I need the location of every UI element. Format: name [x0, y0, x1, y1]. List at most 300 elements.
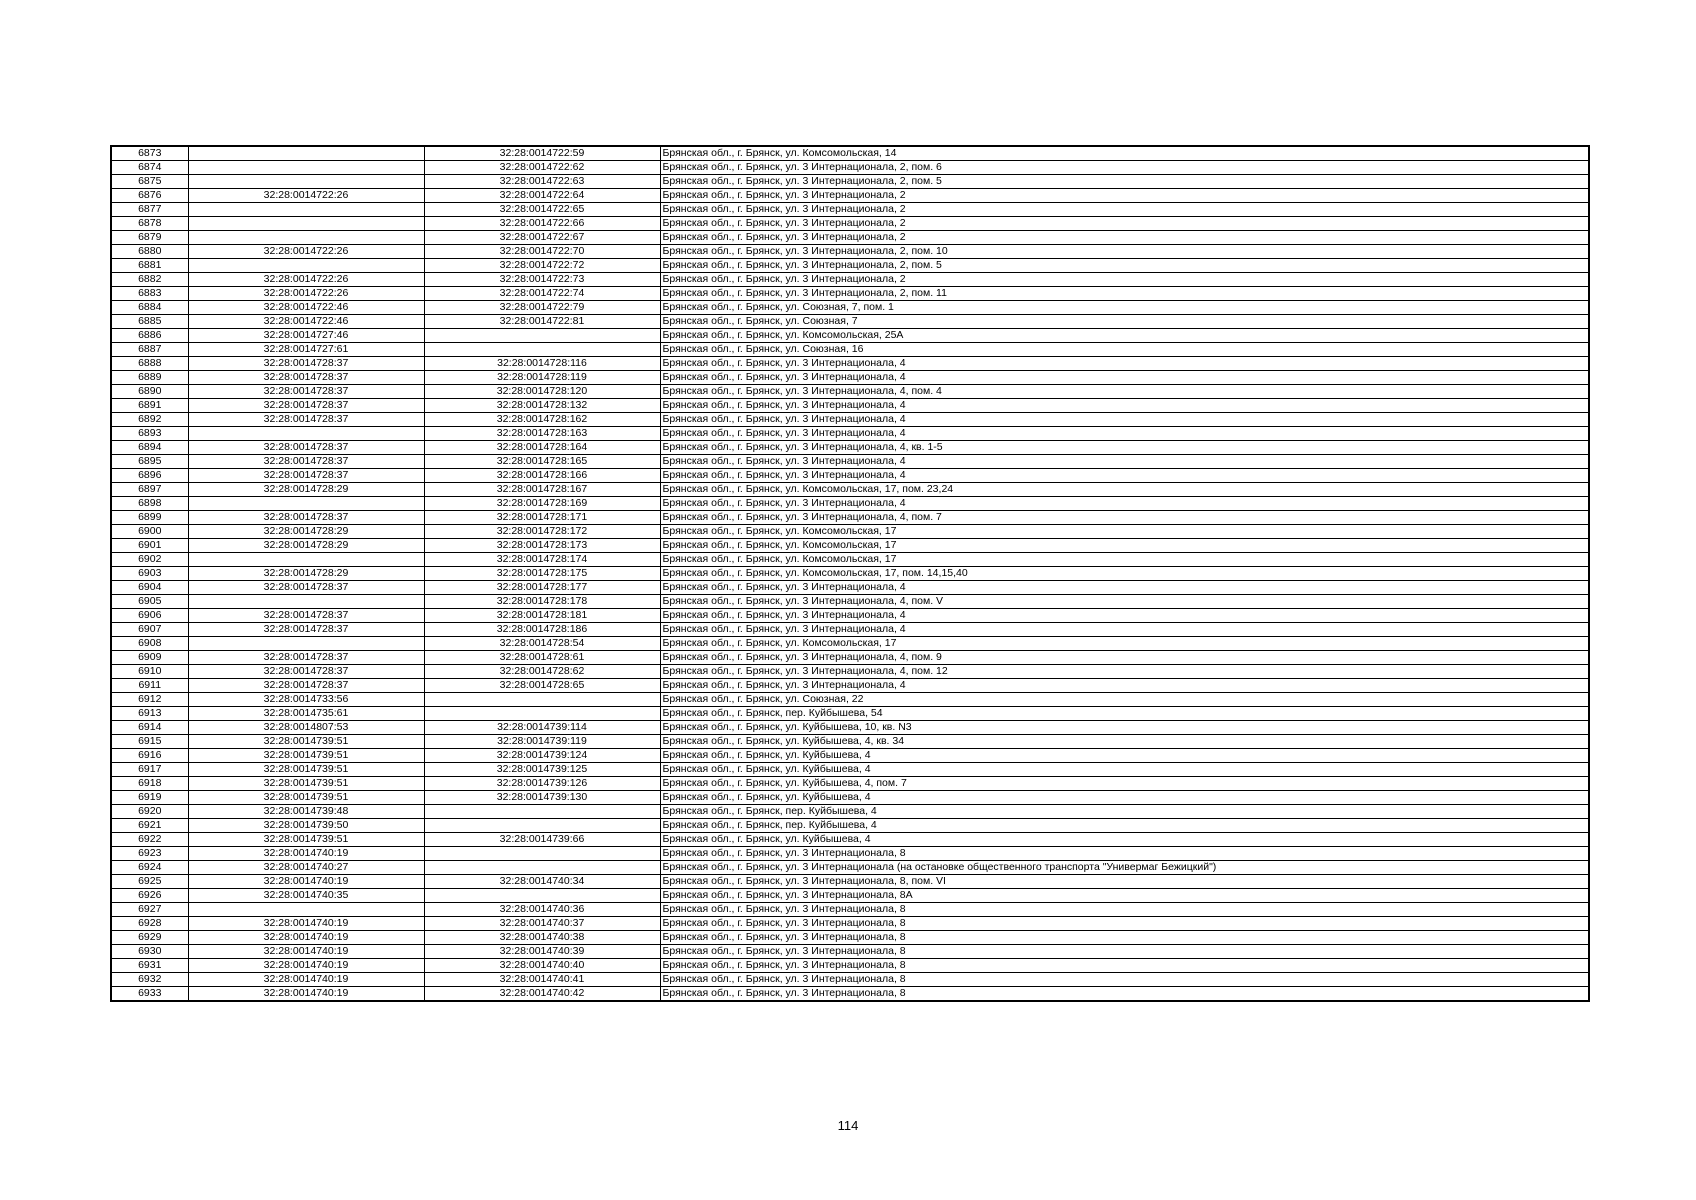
object-cadastral-number-cell: 32:28:0014740:36 — [424, 903, 660, 917]
row-number-cell: 6882 — [111, 273, 188, 287]
table-row — [111, 273, 1589, 287]
object-cadastral-number-cell: 32:28:0014728:178 — [424, 595, 660, 609]
table-row — [111, 539, 1589, 553]
table-row — [111, 189, 1589, 203]
table-row — [111, 525, 1589, 539]
object-cadastral-number-cell: 32:28:0014728:62 — [424, 665, 660, 679]
table-row — [111, 847, 1589, 861]
table-row — [111, 441, 1589, 455]
row-number-cell: 6900 — [111, 525, 188, 539]
table-row — [111, 581, 1589, 595]
row-number-cell: 6875 — [111, 175, 188, 189]
object-cadastral-number-cell: 32:28:0014728:165 — [424, 455, 660, 469]
row-number-cell: 6886 — [111, 329, 188, 343]
row-number-cell: 6903 — [111, 567, 188, 581]
object-cadastral-number-cell — [424, 889, 660, 903]
row-number-cell: 6879 — [111, 231, 188, 245]
object-cadastral-number-cell: 32:28:0014728:181 — [424, 609, 660, 623]
address-cell: Брянская обл., г. Брянск, ул. 3 Интернационала, 8 — [660, 987, 1589, 1002]
table-row — [111, 819, 1589, 833]
table-row — [111, 175, 1589, 189]
object-cadastral-number-cell: 32:28:0014722:65 — [424, 203, 660, 217]
land-cadastral-number-cell: 32:28:0014739:51 — [188, 749, 424, 763]
object-cadastral-number-cell: 32:28:0014739:66 — [424, 833, 660, 847]
address-cell: Брянская обл., г. Брянск, ул. 3 Интернационала, 8 — [660, 959, 1589, 973]
object-cadastral-number-cell: 32:28:0014728:132 — [424, 399, 660, 413]
object-cadastral-number-cell: 32:28:0014722:72 — [424, 259, 660, 273]
address-cell: Брянская обл., г. Брянск, ул. 3 Интернационала, 2, пом. 5 — [660, 175, 1589, 189]
object-cadastral-number-cell: 32:28:0014728:164 — [424, 441, 660, 455]
row-number-cell: 6899 — [111, 511, 188, 525]
table-row — [111, 455, 1589, 469]
row-number-cell: 6917 — [111, 763, 188, 777]
row-number-cell: 6873 — [111, 146, 188, 161]
address-cell: Брянская обл., г. Брянск, ул. 3 Интернационала, 8 — [660, 973, 1589, 987]
address-cell: Брянская обл., г. Брянск, ул. 3 Интернационала, 2, пом. 6 — [660, 161, 1589, 175]
row-number-cell: 6918 — [111, 777, 188, 791]
table-row — [111, 749, 1589, 763]
land-cadastral-number-cell: 32:28:0014727:46 — [188, 329, 424, 343]
table-row — [111, 413, 1589, 427]
table-row — [111, 217, 1589, 231]
address-cell: Брянская обл., г. Брянск, ул. 3 Интернационала, 8 — [660, 903, 1589, 917]
address-cell: Брянская обл., г. Брянск, ул. 3 Интернационала, 4 — [660, 679, 1589, 693]
land-cadastral-number-cell: 32:28:0014739:51 — [188, 763, 424, 777]
table-row — [111, 329, 1589, 343]
object-cadastral-number-cell: 32:28:0014728:186 — [424, 623, 660, 637]
land-cadastral-number-cell: 32:28:0014728:37 — [188, 385, 424, 399]
table-row — [111, 497, 1589, 511]
table-row — [111, 903, 1589, 917]
address-cell: Брянская обл., г. Брянск, пер. Куйбышева, 54 — [660, 707, 1589, 721]
table-row — [111, 567, 1589, 581]
land-cadastral-number-cell — [188, 637, 424, 651]
address-cell: Брянская обл., г. Брянск, ул. 3 Интернационала, 4 — [660, 399, 1589, 413]
object-cadastral-number-cell — [424, 847, 660, 861]
row-number-cell: 6925 — [111, 875, 188, 889]
address-cell: Брянская обл., г. Брянск, ул. 3 Интернационала (на остановке общественного транспорта "Универмаг Бежицкий") — [660, 861, 1589, 875]
object-cadastral-number-cell — [424, 861, 660, 875]
table-row — [111, 371, 1589, 385]
land-cadastral-number-cell: 32:28:0014722:26 — [188, 273, 424, 287]
object-cadastral-number-cell: 32:28:0014728:171 — [424, 511, 660, 525]
land-cadastral-number-cell: 32:28:0014739:51 — [188, 791, 424, 805]
address-cell: Брянская обл., г. Брянск, ул. Комсомольская, 17, пом. 23,24 — [660, 483, 1589, 497]
row-number-cell: 6885 — [111, 315, 188, 329]
row-number-cell: 6897 — [111, 483, 188, 497]
address-cell: Брянская обл., г. Брянск, пер. Куйбышева, 4 — [660, 805, 1589, 819]
table-row — [111, 469, 1589, 483]
row-number-cell: 6901 — [111, 539, 188, 553]
table-row — [111, 973, 1589, 987]
address-cell: Брянская обл., г. Брянск, ул. 3 Интернационала, 8А — [660, 889, 1589, 903]
row-number-cell: 6887 — [111, 343, 188, 357]
land-cadastral-number-cell: 32:28:0014740:35 — [188, 889, 424, 903]
object-cadastral-number-cell: 32:28:0014728:169 — [424, 497, 660, 511]
object-cadastral-number-cell: 32:28:0014722:62 — [424, 161, 660, 175]
address-cell: Брянская обл., г. Брянск, пер. Куйбышева, 4 — [660, 819, 1589, 833]
address-cell: Брянская обл., г. Брянск, ул. 3 Интернационала, 4 — [660, 497, 1589, 511]
address-cell: Брянская обл., г. Брянск, ул. Куйбышева, 4, пом. 7 — [660, 777, 1589, 791]
row-number-cell: 6919 — [111, 791, 188, 805]
land-cadastral-number-cell: 32:28:0014728:29 — [188, 483, 424, 497]
land-cadastral-number-cell: 32:28:0014735:61 — [188, 707, 424, 721]
land-cadastral-number-cell: 32:28:0014722:26 — [188, 287, 424, 301]
row-number-cell: 6898 — [111, 497, 188, 511]
table-row — [111, 945, 1589, 959]
land-cadastral-number-cell: 32:28:0014728:37 — [188, 455, 424, 469]
address-cell: Брянская обл., г. Брянск, ул. 3 Интернационала, 8 — [660, 931, 1589, 945]
land-cadastral-number-cell: 32:28:0014728:37 — [188, 581, 424, 595]
address-cell: Брянская обл., г. Брянск, ул. 3 Интернационала, 4 — [660, 357, 1589, 371]
land-cadastral-number-cell — [188, 903, 424, 917]
object-cadastral-number-cell: 32:28:0014728:65 — [424, 679, 660, 693]
table-row — [111, 161, 1589, 175]
row-number-cell: 6884 — [111, 301, 188, 315]
table-row — [111, 763, 1589, 777]
row-number-cell: 6902 — [111, 553, 188, 567]
address-cell: Брянская обл., г. Брянск, ул. 3 Интернационала, 4 — [660, 455, 1589, 469]
registry-table-body — [111, 146, 1589, 1001]
object-cadastral-number-cell: 32:28:0014722:67 — [424, 231, 660, 245]
object-cadastral-number-cell: 32:28:0014739:126 — [424, 777, 660, 791]
address-cell: Брянская обл., г. Брянск, ул. 3 Интернационала, 4, пом. 7 — [660, 511, 1589, 525]
object-cadastral-number-cell: 32:28:0014739:125 — [424, 763, 660, 777]
table-row — [111, 203, 1589, 217]
object-cadastral-number-cell: 32:28:0014722:74 — [424, 287, 660, 301]
land-cadastral-number-cell: 32:28:0014728:37 — [188, 441, 424, 455]
address-cell: Брянская обл., г. Брянск, ул. 3 Интернационала, 4 — [660, 609, 1589, 623]
object-cadastral-number-cell: 32:28:0014728:163 — [424, 427, 660, 441]
table-row — [111, 665, 1589, 679]
land-cadastral-number-cell: 32:28:0014740:19 — [188, 959, 424, 973]
address-cell: Брянская обл., г. Брянск, ул. Куйбышева, 4, кв. 34 — [660, 735, 1589, 749]
land-cadastral-number-cell: 32:28:0014727:61 — [188, 343, 424, 357]
land-cadastral-number-cell: 32:28:0014728:37 — [188, 399, 424, 413]
address-cell: Брянская обл., г. Брянск, ул. 3 Интернационала, 4, пом. V — [660, 595, 1589, 609]
table-row — [111, 385, 1589, 399]
row-number-cell: 6914 — [111, 721, 188, 735]
land-cadastral-number-cell: 32:28:0014722:46 — [188, 315, 424, 329]
row-number-cell: 6931 — [111, 959, 188, 973]
land-cadastral-number-cell: 32:28:0014740:19 — [188, 847, 424, 861]
object-cadastral-number-cell — [424, 805, 660, 819]
table-row — [111, 357, 1589, 371]
land-cadastral-number-cell: 32:28:0014728:29 — [188, 567, 424, 581]
object-cadastral-number-cell: 32:28:0014722:81 — [424, 315, 660, 329]
table-row — [111, 693, 1589, 707]
table-row — [111, 553, 1589, 567]
row-number-cell: 6874 — [111, 161, 188, 175]
object-cadastral-number-cell: 32:28:0014728:166 — [424, 469, 660, 483]
land-cadastral-number-cell: 32:28:0014728:37 — [188, 469, 424, 483]
land-cadastral-number-cell — [188, 203, 424, 217]
object-cadastral-number-cell: 32:28:0014740:37 — [424, 917, 660, 931]
address-cell: Брянская обл., г. Брянск, ул. 3 Интернационала, 2 — [660, 189, 1589, 203]
table-row — [111, 651, 1589, 665]
row-number-cell: 6933 — [111, 987, 188, 1002]
land-cadastral-number-cell: 32:28:0014728:37 — [188, 511, 424, 525]
object-cadastral-number-cell: 32:28:0014740:38 — [424, 931, 660, 945]
land-cadastral-number-cell: 32:28:0014728:37 — [188, 623, 424, 637]
table-row — [111, 483, 1589, 497]
object-cadastral-number-cell — [424, 819, 660, 833]
object-cadastral-number-cell: 32:28:0014728:173 — [424, 539, 660, 553]
table-row — [111, 609, 1589, 623]
land-cadastral-number-cell: 32:28:0014728:37 — [188, 357, 424, 371]
row-number-cell: 6906 — [111, 609, 188, 623]
row-number-cell: 6905 — [111, 595, 188, 609]
table-row — [111, 245, 1589, 259]
land-cadastral-number-cell: 32:28:0014728:37 — [188, 651, 424, 665]
table-row — [111, 315, 1589, 329]
row-number-cell: 6916 — [111, 749, 188, 763]
object-cadastral-number-cell: 32:28:0014739:124 — [424, 749, 660, 763]
address-cell: Брянская обл., г. Брянск, ул. 3 Интернационала, 2 — [660, 231, 1589, 245]
land-cadastral-number-cell: 32:28:0014739:48 — [188, 805, 424, 819]
object-cadastral-number-cell: 32:28:0014739:130 — [424, 791, 660, 805]
table-row — [111, 735, 1589, 749]
address-cell: Брянская обл., г. Брянск, ул. Союзная, 7 — [660, 315, 1589, 329]
address-cell: Брянская обл., г. Брянск, ул. 3 Интернационала, 2, пом. 10 — [660, 245, 1589, 259]
object-cadastral-number-cell: 32:28:0014722:59 — [424, 146, 660, 161]
table-row — [111, 399, 1589, 413]
table-row — [111, 343, 1589, 357]
object-cadastral-number-cell: 32:28:0014740:34 — [424, 875, 660, 889]
object-cadastral-number-cell: 32:28:0014728:116 — [424, 357, 660, 371]
address-cell: Брянская обл., г. Брянск, ул. Союзная, 16 — [660, 343, 1589, 357]
object-cadastral-number-cell: 32:28:0014728:177 — [424, 581, 660, 595]
land-cadastral-number-cell — [188, 161, 424, 175]
row-number-cell: 6880 — [111, 245, 188, 259]
object-cadastral-number-cell: 32:28:0014728:162 — [424, 413, 660, 427]
row-number-cell: 6920 — [111, 805, 188, 819]
object-cadastral-number-cell — [424, 343, 660, 357]
page-number: 114 — [837, 1118, 859, 1133]
object-cadastral-number-cell — [424, 707, 660, 721]
land-cadastral-number-cell — [188, 259, 424, 273]
table-row — [111, 511, 1589, 525]
land-cadastral-number-cell — [188, 595, 424, 609]
address-cell: Брянская обл., г. Брянск, ул. 3 Интернационала, 4, пом. 12 — [660, 665, 1589, 679]
address-cell: Брянская обл., г. Брянск, ул. 3 Интернационала, 4 — [660, 413, 1589, 427]
row-number-cell: 6932 — [111, 973, 188, 987]
address-cell: Брянская обл., г. Брянск, ул. Союзная, 7, пом. 1 — [660, 301, 1589, 315]
land-cadastral-number-cell: 32:28:0014722:26 — [188, 189, 424, 203]
land-cadastral-number-cell: 32:28:0014740:19 — [188, 931, 424, 945]
land-cadastral-number-cell: 32:28:0014740:19 — [188, 945, 424, 959]
row-number-cell: 6878 — [111, 217, 188, 231]
row-number-cell: 6909 — [111, 651, 188, 665]
land-cadastral-number-cell — [188, 146, 424, 161]
row-number-cell: 6910 — [111, 665, 188, 679]
row-number-cell: 6888 — [111, 357, 188, 371]
address-cell: Брянская обл., г. Брянск, ул. 3 Интернационала, 2, пом. 5 — [660, 259, 1589, 273]
object-cadastral-number-cell: 32:28:0014722:73 — [424, 273, 660, 287]
land-cadastral-number-cell: 32:28:0014728:37 — [188, 679, 424, 693]
address-cell: Брянская обл., г. Брянск, ул. Комсомольская, 17 — [660, 553, 1589, 567]
table-row — [111, 861, 1589, 875]
address-cell: Брянская обл., г. Брянск, ул. Комсомольская, 14 — [660, 146, 1589, 161]
row-number-cell: 6907 — [111, 623, 188, 637]
row-number-cell: 6889 — [111, 371, 188, 385]
object-cadastral-number-cell: 32:28:0014740:42 — [424, 987, 660, 1002]
object-cadastral-number-cell: 32:28:0014728:175 — [424, 567, 660, 581]
land-cadastral-number-cell: 32:28:0014740:27 — [188, 861, 424, 875]
table-row — [111, 637, 1589, 651]
land-cadastral-number-cell: 32:28:0014728:37 — [188, 609, 424, 623]
object-cadastral-number-cell: 32:28:0014722:70 — [424, 245, 660, 259]
address-cell: Брянская обл., г. Брянск, ул. 3 Интернационала, 4 — [660, 469, 1589, 483]
table-row — [111, 259, 1589, 273]
row-number-cell: 6915 — [111, 735, 188, 749]
table-row — [111, 707, 1589, 721]
land-cadastral-number-cell — [188, 175, 424, 189]
row-number-cell: 6913 — [111, 707, 188, 721]
land-cadastral-number-cell: 32:28:0014728:37 — [188, 413, 424, 427]
address-cell: Брянская обл., г. Брянск, ул. Куйбышева, 4 — [660, 749, 1589, 763]
object-cadastral-number-cell — [424, 329, 660, 343]
table-row — [111, 777, 1589, 791]
table-row — [111, 301, 1589, 315]
land-cadastral-number-cell: 32:28:0014739:51 — [188, 833, 424, 847]
land-cadastral-number-cell: 32:28:0014728:29 — [188, 525, 424, 539]
object-cadastral-number-cell: 32:28:0014740:40 — [424, 959, 660, 973]
table-row — [111, 679, 1589, 693]
object-cadastral-number-cell: 32:28:0014728:54 — [424, 637, 660, 651]
address-cell: Брянская обл., г. Брянск, ул. Куйбышева, 4 — [660, 833, 1589, 847]
land-cadastral-number-cell: 32:28:0014740:19 — [188, 875, 424, 889]
row-number-cell: 6891 — [111, 399, 188, 413]
address-cell: Брянская обл., г. Брянск, ул. Куйбышева, 10, кв. N3 — [660, 721, 1589, 735]
object-cadastral-number-cell: 32:28:0014722:63 — [424, 175, 660, 189]
row-number-cell: 6883 — [111, 287, 188, 301]
row-number-cell: 6928 — [111, 917, 188, 931]
address-cell: Брянская обл., г. Брянск, ул. Куйбышева, 4 — [660, 791, 1589, 805]
row-number-cell: 6894 — [111, 441, 188, 455]
land-cadastral-number-cell: 32:28:0014728:37 — [188, 665, 424, 679]
row-number-cell: 6877 — [111, 203, 188, 217]
land-cadastral-number-cell: 32:28:0014740:19 — [188, 987, 424, 1002]
row-number-cell: 6924 — [111, 861, 188, 875]
object-cadastral-number-cell: 32:28:0014740:41 — [424, 973, 660, 987]
table-row — [111, 427, 1589, 441]
land-cadastral-number-cell — [188, 217, 424, 231]
object-cadastral-number-cell: 32:28:0014728:174 — [424, 553, 660, 567]
table-row — [111, 917, 1589, 931]
object-cadastral-number-cell: 32:28:0014739:114 — [424, 721, 660, 735]
row-number-cell: 6930 — [111, 945, 188, 959]
table-row — [111, 721, 1589, 735]
row-number-cell: 6890 — [111, 385, 188, 399]
table-row — [111, 931, 1589, 945]
address-cell: Брянская обл., г. Брянск, ул. Комсомольская, 25А — [660, 329, 1589, 343]
object-cadastral-number-cell: 32:28:0014722:66 — [424, 217, 660, 231]
table-row — [111, 833, 1589, 847]
address-cell: Брянская обл., г. Брянск, ул. 3 Интернационала, 4 — [660, 581, 1589, 595]
row-number-cell: 6908 — [111, 637, 188, 651]
row-number-cell: 6927 — [111, 903, 188, 917]
land-cadastral-number-cell: 32:28:0014740:19 — [188, 917, 424, 931]
row-number-cell: 6911 — [111, 679, 188, 693]
row-number-cell: 6881 — [111, 259, 188, 273]
row-number-cell: 6876 — [111, 189, 188, 203]
row-number-cell: 6895 — [111, 455, 188, 469]
row-number-cell: 6892 — [111, 413, 188, 427]
land-cadastral-number-cell: 32:28:0014739:50 — [188, 819, 424, 833]
row-number-cell: 6904 — [111, 581, 188, 595]
land-cadastral-number-cell: 32:28:0014740:19 — [188, 973, 424, 987]
row-number-cell: 6921 — [111, 819, 188, 833]
row-number-cell: 6929 — [111, 931, 188, 945]
address-cell: Брянская обл., г. Брянск, ул. Комсомольская, 17 — [660, 637, 1589, 651]
row-number-cell: 6923 — [111, 847, 188, 861]
object-cadastral-number-cell: 32:28:0014728:167 — [424, 483, 660, 497]
object-cadastral-number-cell: 32:28:0014722:79 — [424, 301, 660, 315]
address-cell: Брянская обл., г. Брянск, ул. 3 Интернационала, 8 — [660, 945, 1589, 959]
object-cadastral-number-cell: 32:28:0014740:39 — [424, 945, 660, 959]
address-cell: Брянская обл., г. Брянск, ул. 3 Интернационала, 4 — [660, 371, 1589, 385]
address-cell: Брянская обл., г. Брянск, ул. 3 Интернационала, 2 — [660, 217, 1589, 231]
address-cell: Брянская обл., г. Брянск, ул. 3 Интернационала, 8 — [660, 917, 1589, 931]
object-cadastral-number-cell: 32:28:0014728:120 — [424, 385, 660, 399]
row-number-cell: 6912 — [111, 693, 188, 707]
table-row — [111, 805, 1589, 819]
object-cadastral-number-cell — [424, 693, 660, 707]
address-cell: Брянская обл., г. Брянск, ул. Комсомольская, 17, пом. 14,15,40 — [660, 567, 1589, 581]
address-cell: Брянская обл., г. Брянск, ул. 3 Интернационала, 4, пом. 9 — [660, 651, 1589, 665]
land-cadastral-number-cell: 32:28:0014739:51 — [188, 735, 424, 749]
address-cell: Брянская обл., г. Брянск, ул. 3 Интернационала, 4 — [660, 623, 1589, 637]
table-row — [111, 889, 1589, 903]
address-cell: Брянская обл., г. Брянск, ул. 3 Интернационала, 8, пом. VI — [660, 875, 1589, 889]
table-row — [111, 595, 1589, 609]
land-cadastral-number-cell — [188, 497, 424, 511]
row-number-cell: 6896 — [111, 469, 188, 483]
address-cell: Брянская обл., г. Брянск, ул. 3 Интернационала, 2 — [660, 273, 1589, 287]
address-cell: Брянская обл., г. Брянск, ул. Союзная, 22 — [660, 693, 1589, 707]
registry-table — [110, 145, 1590, 1002]
row-number-cell: 6926 — [111, 889, 188, 903]
land-cadastral-number-cell: 32:28:0014722:26 — [188, 245, 424, 259]
object-cadastral-number-cell: 32:28:0014728:172 — [424, 525, 660, 539]
table-row — [111, 987, 1589, 1002]
table-row — [111, 623, 1589, 637]
land-cadastral-number-cell: 32:28:0014807:53 — [188, 721, 424, 735]
table-row — [111, 287, 1589, 301]
object-cadastral-number-cell: 32:28:0014739:119 — [424, 735, 660, 749]
address-cell: Брянская обл., г. Брянск, ул. 3 Интернационала, 2, пом. 11 — [660, 287, 1589, 301]
land-cadastral-number-cell: 32:28:0014728:29 — [188, 539, 424, 553]
table-row — [111, 146, 1589, 161]
land-cadastral-number-cell: 32:28:0014722:46 — [188, 301, 424, 315]
address-cell: Брянская обл., г. Брянск, ул. Куйбышева, 4 — [660, 763, 1589, 777]
land-cadastral-number-cell — [188, 553, 424, 567]
object-cadastral-number-cell: 32:28:0014728:119 — [424, 371, 660, 385]
land-cadastral-number-cell: 32:28:0014728:37 — [188, 371, 424, 385]
address-cell: Брянская обл., г. Брянск, ул. 3 Интернационала, 2 — [660, 203, 1589, 217]
table-row — [111, 875, 1589, 889]
address-cell: Брянская обл., г. Брянск, ул. Комсомольская, 17 — [660, 539, 1589, 553]
row-number-cell: 6893 — [111, 427, 188, 441]
land-cadastral-number-cell — [188, 231, 424, 245]
land-cadastral-number-cell: 32:28:0014733:56 — [188, 693, 424, 707]
land-cadastral-number-cell — [188, 427, 424, 441]
address-cell: Брянская обл., г. Брянск, ул. 3 Интернационала, 4, пом. 4 — [660, 385, 1589, 399]
address-cell: Брянская обл., г. Брянск, ул. 3 Интернационала, 4 — [660, 427, 1589, 441]
object-cadastral-number-cell: 32:28:0014728:61 — [424, 651, 660, 665]
table-row — [111, 791, 1589, 805]
